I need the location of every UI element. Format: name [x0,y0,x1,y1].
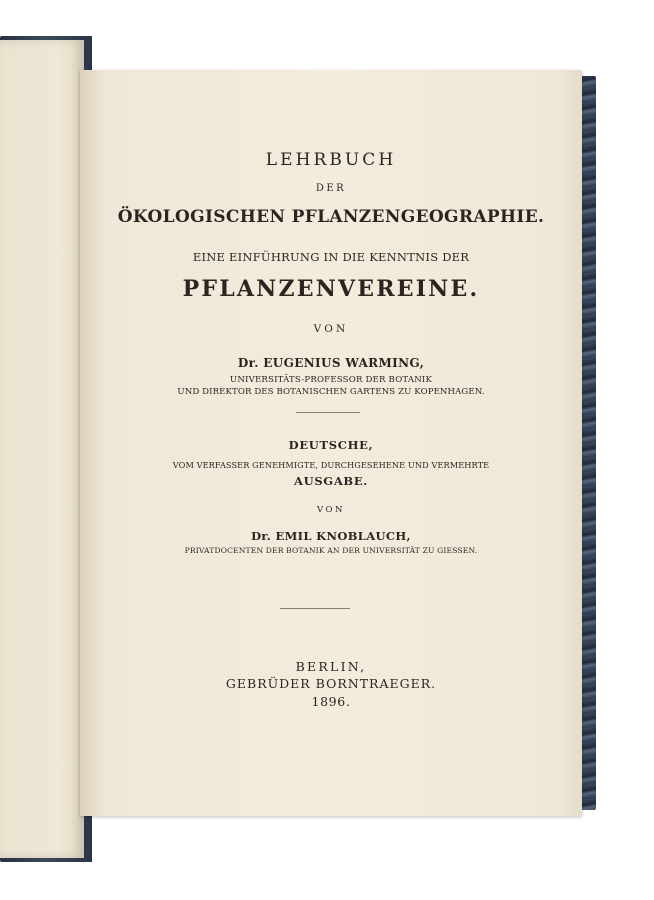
edition-line-1: DEUTSCHE, [288,438,374,452]
left-endpaper [0,40,84,858]
author-title-line-1: UNIVERSITÄTS-PROFESSOR DER BOTANIK [229,375,433,385]
imprint-place: BERLIN, [295,659,367,674]
von-label-2: VON [316,505,346,515]
translator-name: Dr. EMIL KNOBLAUCH, [251,529,411,543]
subtitle-line-2: PFLANZENVEREINE. [182,276,480,302]
author-title-line-2: UND DIREKTOR DES BOTANISCHEN GARTENS ZU KOPENHAGEN. [177,387,485,397]
subtitle-line-1: EINE EINFÜHRUNG IN DIE KENNTNIS DER [192,250,470,264]
title-line-1: LEHRBUCH [265,150,397,170]
translator-title: PRIVATDOCENTEN DER BOTANIK AN DER UNIVERSITÄT ZU GIESSEN. [184,546,478,555]
imprint-year: 1896. [311,694,351,709]
divider-rule-2 [280,608,350,609]
title-line-3: ÖKOLOGISCHEN PFLANZENGEOGRAPHIE. [117,207,545,227]
edition-line-3: AUSGABE. [293,474,368,488]
imprint-publisher: GEBRÜDER BORNTRAEGER. [225,676,437,691]
title-page [80,70,582,816]
divider-rule-1 [296,412,360,413]
title-line-2: DER [315,183,347,194]
edition-line-2: VOM VERFASSER GENEHMIGTE, DURCHGESEHENE UND VERMEHRTE [172,460,490,470]
author-name: Dr. EUGENIUS WARMING, [237,356,425,370]
von-label-1: VON [313,323,349,335]
